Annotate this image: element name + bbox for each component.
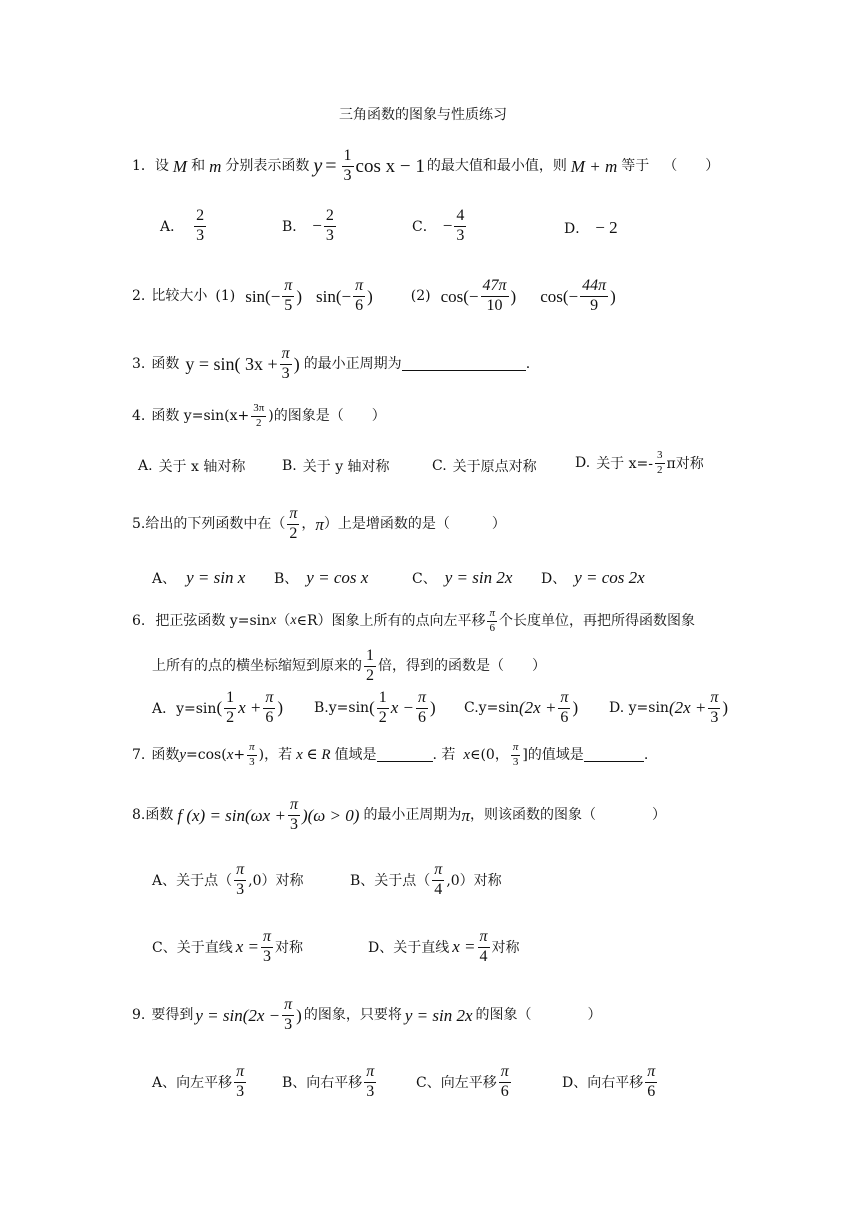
q6-fraction-2: $\frac{1}{2}$ [366, 647, 374, 684]
q7-fraction-2: $\frac{\pi}{3}$ [512, 741, 519, 768]
q7-answer-blank-2 [584, 760, 644, 762]
q1-expression: cos x − 1 [355, 155, 425, 177]
q5-option-a: A、 y = sin x [152, 568, 246, 587]
q4-option-b: B. 关于 y 轴对称 [282, 458, 390, 475]
question-2: 2. 比较大小 (1) sin(− $\frac{\pi}{5}$ ) sin(− $\frac{\pi}{6}$ ) (2) cos(− $\frac{47\pi}{10}$ ) cos(− $\frac{44\pi}{9}$ ) [132, 277, 616, 314]
q9-fraction: $\frac{\pi}{3}$ [284, 996, 293, 1033]
q6-option-b-frac-1: $\frac{1}{2}$ [378, 689, 387, 726]
q8-expression: f (x) = sin(ωx + [177, 805, 286, 825]
question-6-line-2: 上所有的点的横坐标缩短到原来的 $\frac{1}{2}$ 倍，得到的函数是（ ） [152, 647, 546, 684]
q9-option-a: A、向左平移 $\frac{\pi}{3}$ [152, 1063, 245, 1100]
q5-option-d: D、 y = cos 2x [541, 568, 645, 587]
q2-number: 2. [132, 288, 146, 305]
q4-option-a: A. 关于 x 轴对称 [138, 458, 246, 475]
q1-text-4: 的最大值和最小值，则 [426, 158, 567, 175]
q9-number: 9. [132, 1007, 146, 1024]
q6-option-c-frac: $\frac{\pi}{6}$ [560, 689, 569, 726]
q3-expression: y = sin( 3x + [185, 354, 278, 375]
q8-option-d: D、关于直线 x = $\frac{\pi}{4}$ 对称 [368, 928, 520, 965]
q5-number: 5. [132, 516, 146, 533]
q1-equals: = [325, 155, 337, 178]
q1-sum: M + m [570, 156, 618, 176]
question-8: 8. 函数 f (x) = sin(ωx + $\frac{\pi}{3}$ )(ω > 0) 的最小正周期为 π ，则该函数的图象（ ） [132, 796, 666, 833]
q9-option-c: C、向左平移 $\frac{\pi}{6}$ [416, 1063, 509, 1100]
q1-option-a: A． $\frac{2}{3}$ [160, 207, 205, 244]
q8-option-c-frac: $\frac{\pi}{3}$ [263, 928, 272, 965]
q6-number: 6. [132, 613, 146, 630]
q2-text: 比较大小 [151, 288, 208, 305]
q3-answer-blank [402, 369, 526, 371]
q6-option-d: D. y=sin (2x + $\frac{\pi}{3}$ ) [609, 689, 729, 726]
q4-option-d-fraction: $\frac{3}{2}$ [657, 449, 663, 476]
q1-var-M: M [172, 156, 188, 176]
q8-option-a-frac: $\frac{\pi}{3}$ [236, 861, 245, 898]
q2-part-2: (2) [410, 288, 431, 305]
q6-option-a: A．y=sin ( $\frac{1}{2}$ x + $\frac{\pi}{6}$ ) [152, 689, 284, 726]
question-4: 4. 函数 y=sin(x+ $\frac{3\pi}{2}$ )的图象是（ ） [132, 402, 386, 429]
q1-text-2: 和 [191, 158, 206, 175]
q6-option-c: C.y=sin (2x + $\frac{\pi}{6}$ ) [464, 689, 579, 726]
q6-option-a-frac-2: $\frac{\pi}{6}$ [265, 689, 274, 726]
q8-option-a: A、关于点（ $\frac{\pi}{3}$ ,0）对称 [152, 861, 304, 898]
q8-number: 8. [132, 807, 146, 824]
q6-option-b: B.y=sin ( $\frac{1}{2}$ x − $\frac{\pi}{6}$ ) [314, 689, 436, 726]
q9-option-a-frac: $\frac{\pi}{3}$ [236, 1063, 245, 1100]
q9-option-d: D、向右平移 $\frac{\pi}{6}$ [562, 1063, 656, 1100]
q1-var-y: y [313, 155, 323, 178]
q1-var-m: m [209, 156, 222, 176]
q3-number: 3. [132, 356, 146, 373]
page-title: 三角函数的图象与性质练习 [339, 107, 507, 123]
q4-fraction: $\frac{3\pi}{2}$ [253, 402, 265, 429]
q6-fraction-1: $\frac{\pi}{6}$ [489, 607, 495, 634]
q1-text-1: 设 [154, 158, 169, 175]
question-6: 6. 把正弦函数 y=sin x （ x ∈R）图象上所有的点向左平移 $\frac{\pi}{6}$ 个长度单位，再把所得函数图象 [132, 607, 695, 634]
q4-option-d: D. 关于 x=- $\frac{3}{2}$ π对称 [575, 449, 704, 476]
q5-option-b: B、 y = cos x [274, 568, 369, 587]
q8-option-b: B、关于点（ $\frac{\pi}{4}$ ,0）对称 [350, 861, 502, 898]
q6-option-b-frac-2: $\frac{\pi}{6}$ [418, 689, 427, 726]
q1-option-b: B． − $\frac{2}{3}$ [282, 207, 334, 244]
q5-fraction: $\frac{\pi}{2}$ [289, 505, 298, 542]
q8-option-b-frac: $\frac{\pi}{4}$ [434, 861, 443, 898]
q1-text-3: 分别表示函数 [225, 158, 310, 175]
q6-option-a-frac-1: $\frac{1}{2}$ [226, 689, 235, 726]
q1-answer-paren: （ ） [663, 158, 720, 175]
q9-option-c-frac: $\frac{\pi}{6}$ [500, 1063, 509, 1100]
q6-option-d-frac: $\frac{\pi}{3}$ [710, 689, 719, 726]
q1-fraction: $\frac{1}{3}$ [343, 147, 352, 184]
q8-option-d-frac: $\frac{\pi}{4}$ [479, 928, 488, 965]
q8-fraction: $\frac{\pi}{3}$ [289, 796, 298, 833]
q1-option-a-fraction: $\frac{2}{3}$ [196, 207, 205, 244]
q1-text-5: 等于 [621, 158, 650, 175]
q1-number: 1． [132, 158, 155, 175]
question-9: 9. 要得到 y = sin(2x − $\frac{\pi}{3}$ ) 的图象，只要将 y = sin 2x 的图象（ ） [132, 996, 602, 1033]
q8-option-c: C、关于直线 x = $\frac{\pi}{3}$ 对称 [152, 928, 304, 965]
q1-option-c-fraction: $\frac{4}{3}$ [456, 207, 465, 244]
q9-option-b-frac: $\frac{\pi}{3}$ [366, 1063, 375, 1100]
q1-option-b-fraction: $\frac{2}{3}$ [325, 207, 334, 244]
q7-answer-blank-1 [377, 760, 433, 762]
q4-number: 4. [132, 408, 146, 425]
q7-number: 7. [132, 747, 146, 764]
q9-expression: y = sin(2x − [195, 1005, 281, 1025]
question-3: 3. 函数 y = sin( 3x + $\frac{\pi}{3}$ ) 的最小正周期为 . [132, 345, 531, 382]
q1-option-d: D． − 2 [564, 218, 618, 237]
q2-frac-4: $\frac{44\pi}{9}$ [582, 277, 607, 314]
q2-frac-3: $\frac{47\pi}{10}$ [482, 277, 507, 314]
question-7: 7. 函数 y =cos( x + $\frac{\pi}{3}$ )，若 x ∈ R 值域是 . 若 x ∈(0， $\frac{\pi}{3}$ ]的值域是 . [132, 741, 649, 768]
q5-option-c: C、 y = sin 2x [412, 568, 513, 587]
question-1 [132, 148, 719, 185]
q2-part-1: (1) [215, 288, 236, 305]
q2-frac-2: $\frac{\pi}{6}$ [355, 277, 364, 314]
q9-option-b: B、向右平移 $\frac{\pi}{3}$ [282, 1063, 375, 1100]
q9-option-d-frac: $\frac{\pi}{6}$ [647, 1063, 656, 1100]
q2-frac-1: $\frac{\pi}{5}$ [284, 277, 293, 314]
q7-fraction-1: $\frac{\pi}{3}$ [249, 741, 255, 768]
q3-fraction: $\frac{\pi}{3}$ [281, 345, 290, 382]
q4-option-c: C. 关于原点对称 [432, 458, 537, 475]
q1-option-c: C． − $\frac{4}{3}$ [412, 207, 465, 244]
question-5: 5. 给出的下列函数中在（ $\frac{\pi}{2}$ ， π ）上是增函数的是（ ） [132, 505, 506, 542]
